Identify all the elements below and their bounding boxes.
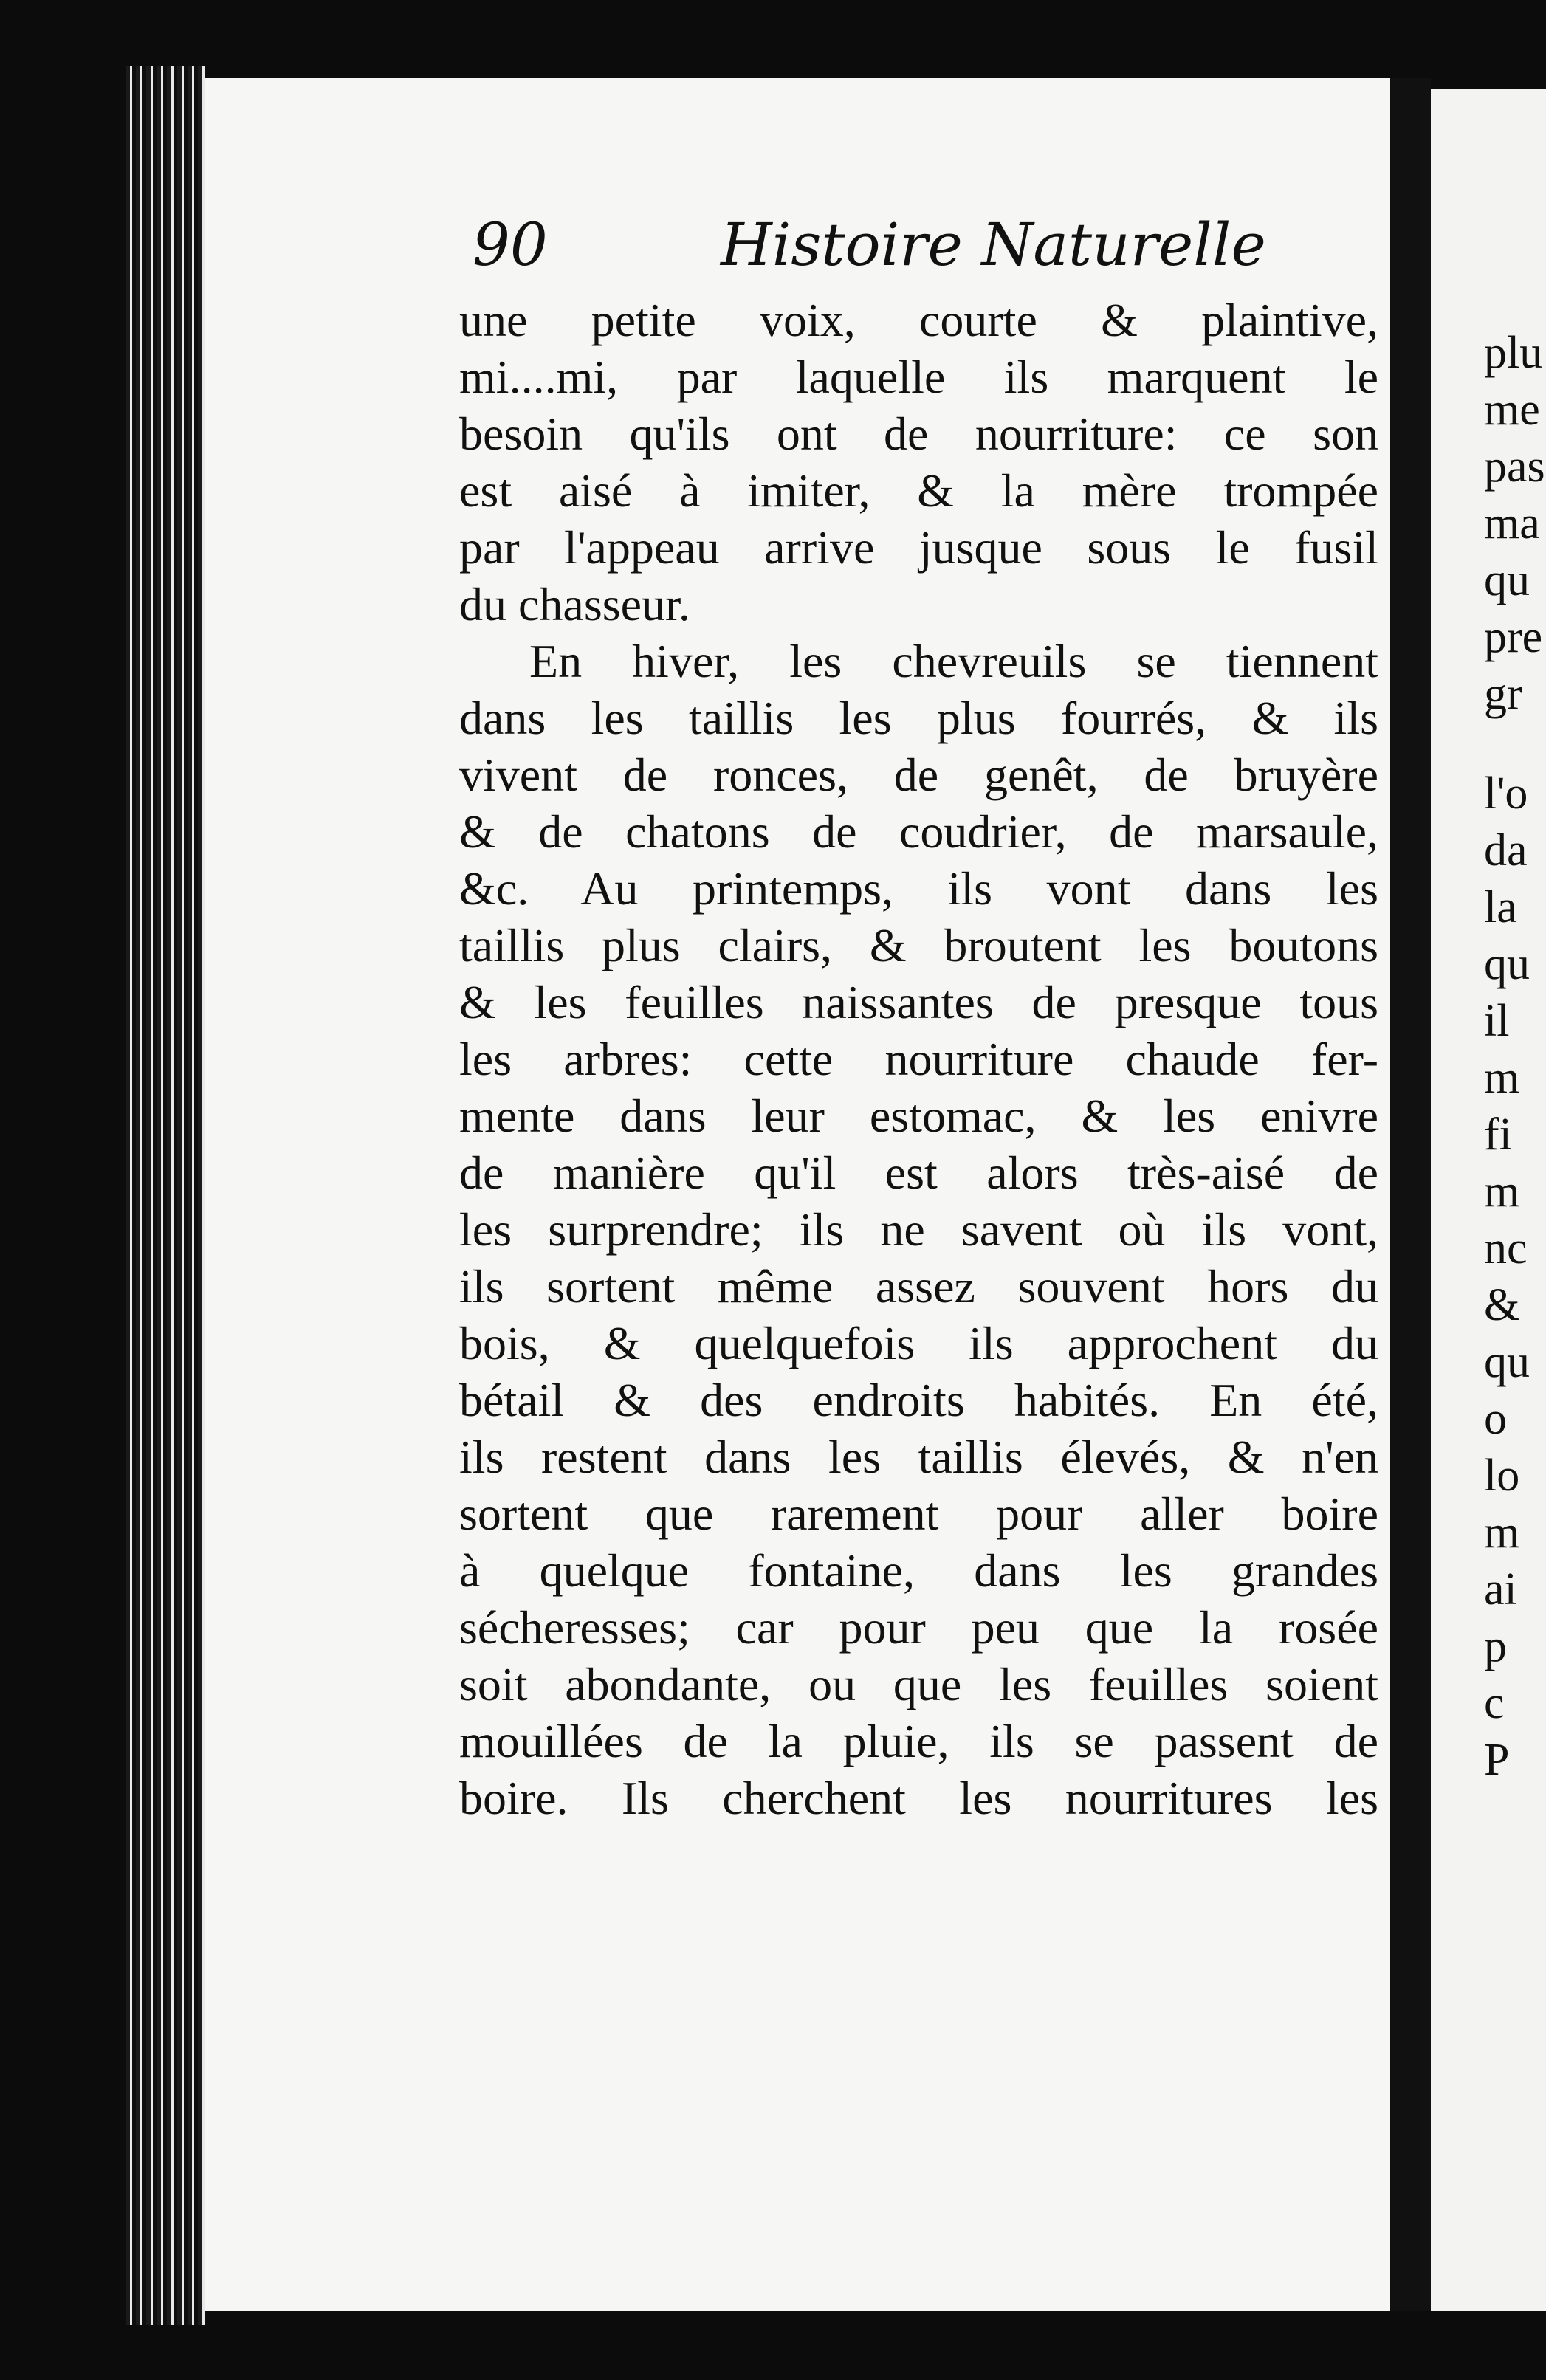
text-line: &c. Au printemps, ils vont dans les bbox=[459, 862, 1378, 915]
text-line: besoin qu'ils ont de nourriture: ce son bbox=[459, 407, 1378, 460]
paragraph-start-line: En hiver, les chevreuils se tiennent bbox=[529, 635, 1378, 687]
text-line: ils sortent même assez souvent hors du bbox=[459, 1260, 1378, 1313]
text-line: à quelque fontaine, dans les grandes bbox=[459, 1544, 1378, 1597]
facing-line: m bbox=[1484, 1053, 1520, 1103]
facing-line: gr bbox=[1484, 669, 1522, 719]
page-edges bbox=[126, 66, 207, 2325]
facing-line: nc bbox=[1484, 1223, 1528, 1273]
facing-line: m bbox=[1484, 1166, 1520, 1217]
facing-line: o bbox=[1484, 1394, 1507, 1444]
text-line: bois, & quelquefois ils approchent du bbox=[459, 1317, 1378, 1369]
text-line: les arbres: cette nourriture chaude fer- bbox=[459, 1033, 1378, 1085]
body-text bbox=[459, 292, 1378, 1826]
facing-line: ai bbox=[1484, 1564, 1517, 1614]
text-line: sortent que rarement pour aller boire bbox=[459, 1488, 1378, 1540]
text-line: soit abondante, ou que les feuilles soient bbox=[459, 1658, 1378, 1710]
text-line: mouillées de la pluie, ils se passent de bbox=[459, 1715, 1378, 1767]
facing-line: lo bbox=[1484, 1451, 1520, 1501]
facing-line: plu bbox=[1484, 328, 1543, 378]
book-gutter bbox=[1390, 78, 1431, 2311]
facing-line: pre bbox=[1484, 612, 1543, 662]
text-line: boire. Ils cherchent les nourritures les bbox=[459, 1772, 1378, 1824]
text-line: du chasseur. bbox=[459, 578, 690, 630]
facing-line: me bbox=[1484, 385, 1540, 435]
facing-line: fi bbox=[1484, 1110, 1512, 1160]
facing-line: p bbox=[1484, 1621, 1507, 1671]
facing-line: la bbox=[1484, 882, 1517, 932]
facing-line: & bbox=[1484, 1280, 1520, 1330]
text-line: & les feuilles naissantes de presque tous bbox=[459, 976, 1378, 1028]
running-head bbox=[473, 210, 1432, 299]
facing-line: qu bbox=[1484, 939, 1530, 989]
facing-line: m bbox=[1484, 1507, 1520, 1558]
facing-line: c bbox=[1484, 1678, 1505, 1728]
facing-line: P bbox=[1484, 1735, 1510, 1785]
facing-line: l'o bbox=[1484, 768, 1528, 819]
text-line: mente dans leur estomac, & les enivre bbox=[459, 1090, 1378, 1142]
text-line: une petite voix, courte & plaintive, bbox=[459, 294, 1378, 346]
text-line: ils restent dans les taillis élevés, & n'en bbox=[459, 1431, 1378, 1483]
facing-line: qu bbox=[1484, 1337, 1530, 1387]
text-line: dans les taillis les plus fourrés, & ils bbox=[459, 692, 1378, 744]
text-line: par l'appeau arrive jusque sous le fusil bbox=[459, 521, 1378, 574]
facing-line: il bbox=[1484, 996, 1510, 1046]
page-number: 90 bbox=[473, 210, 548, 279]
text-line: est aisé à imiter, & la mère trompée bbox=[459, 464, 1378, 517]
facing-line: da bbox=[1484, 825, 1528, 876]
running-title: Histoire Naturelle bbox=[721, 210, 1266, 279]
text-line: bétail & des endroits habités. En été, bbox=[459, 1374, 1378, 1426]
facing-line: qu bbox=[1484, 555, 1530, 605]
text-line: mi....mi, par laquelle ils marquent le bbox=[459, 351, 1378, 403]
paragraph-gap bbox=[1484, 723, 1545, 766]
facing-line: ma bbox=[1484, 498, 1540, 548]
text-line: les surprendre; ils ne savent où ils vont, bbox=[459, 1203, 1378, 1256]
text-line: vivent de ronces, de genêt, de bruyère bbox=[459, 749, 1378, 801]
facing-page-text bbox=[1484, 325, 1545, 1789]
facing-line: pas bbox=[1484, 441, 1545, 492]
text-line: taillis plus clairs, & broutent les boutons bbox=[459, 919, 1378, 971]
text-line: sécheresses; car pour peu que la rosée bbox=[459, 1601, 1378, 1654]
text-line: de manière qu'il est alors très-aisé de bbox=[459, 1146, 1378, 1199]
text-line: & de chatons de coudrier, de marsaule, bbox=[459, 805, 1378, 858]
